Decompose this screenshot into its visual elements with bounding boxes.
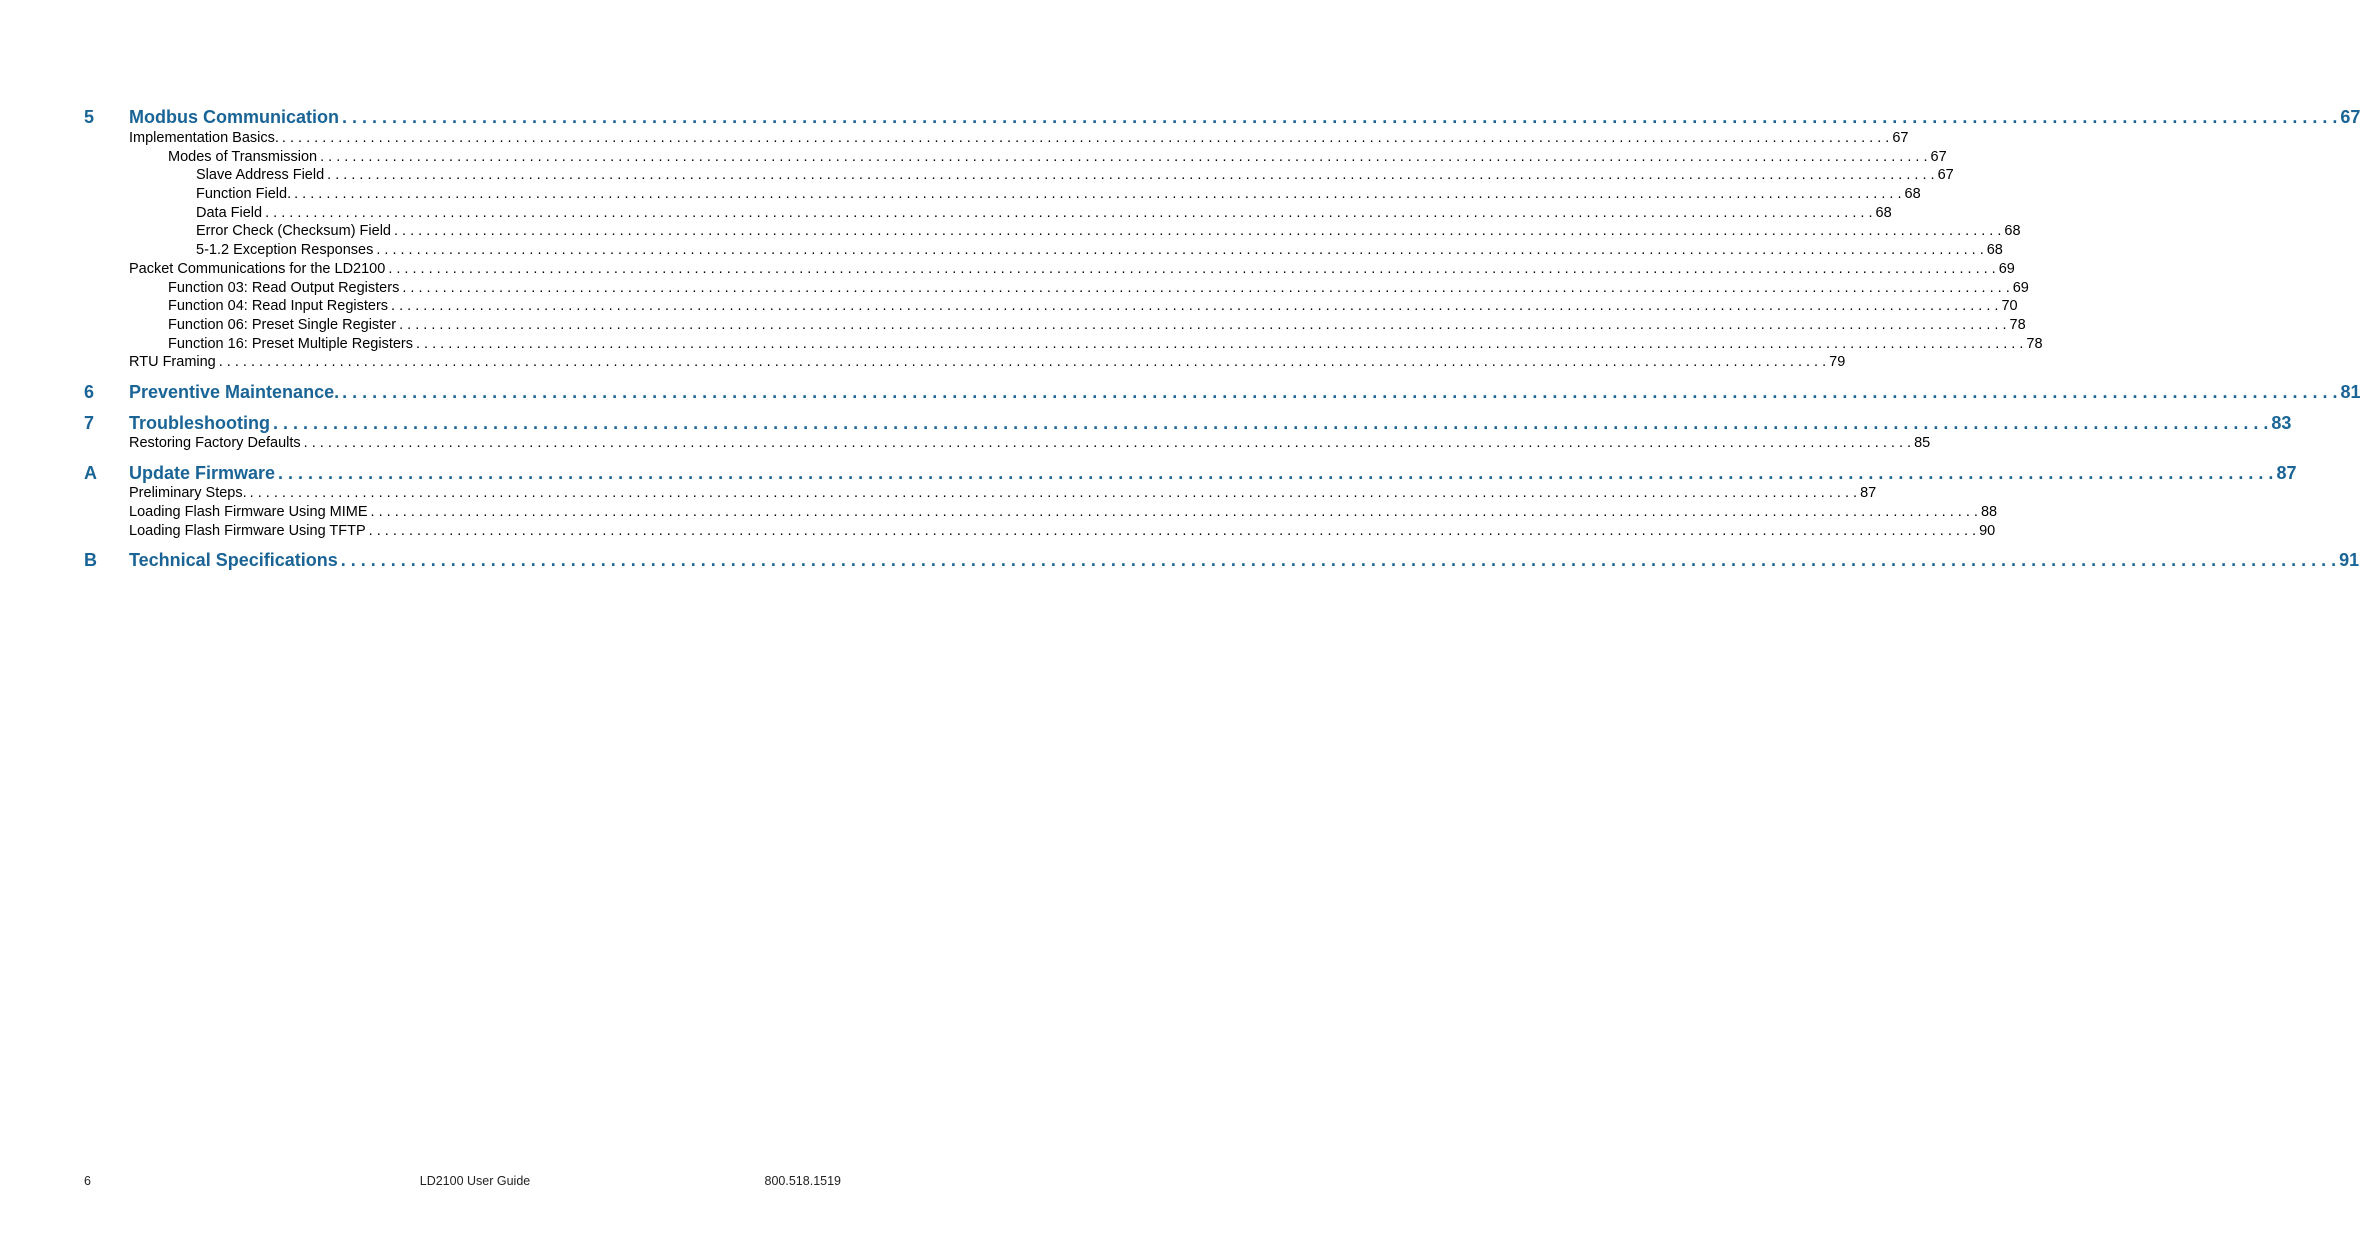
entry-title: Slave Address Field xyxy=(196,167,325,183)
chapter-page: 81 xyxy=(2340,382,2361,402)
entry-page: 67 xyxy=(1930,149,1947,165)
entry-page: 68 xyxy=(1875,205,1892,221)
dot-leader: . . . . . . . . . . . . . . . . . . . . . . . . . . . . . . . . . . . . . . . . . . . . . . . . . . . . . . . . . . . . . . . . . . . . . . . . . . . . . . . . . . . . . . . . . . . . . . . . . . . . . . . . . . . . . . . . . . . . . . . . . . . . . . . . . . . . . . . . . . . . . . . . . . . . . . . . . . . . . . . . . . . . . . . . . . . . . . . . . . . . . . . . . . . . . . . . . . . . . . . . xyxy=(376,242,1984,258)
entry-page: 90 xyxy=(1979,523,1996,539)
chapter-page: 87 xyxy=(2276,463,2297,483)
dot-leader: . . . . . . . . . . . . . . . . . . . . . . . . . . . . . . . . . . . . . . . . . . . . . . . . . . . . . . . . . . . . . . . . . . . . . . . . . . . . . . . . . . . . . . . . . . . . . . . . . . . . . . . . . . . . . . . . . . . . . . . . . . . . . . . . . . . . . . . . . . . . . . . . . . . . . . . . . . . . . . . . . . . . . . . . . . . . . . . . . . . . . . . . . . . . . . . . . . . . . . . . xyxy=(218,354,1827,370)
chapter-page: 91 xyxy=(2339,550,2360,570)
entry-page: 79 xyxy=(1829,354,1846,370)
toc-entry[interactable] xyxy=(168,298,2018,314)
dot-leader: . . . . . . . . . . . . . . . . . . . . . . . . . . . . . . . . . . . . . . . . . . . . . . . . . . . . . . . . . . . . . . . . . . . . . . . . . . . . . . . . . . . . . . . . . . . . . . . . . . . . . . . . . . . . . . . . . . . . . . . . . . . . . . . . . . . . . . . . . . . . . . . . . . . . . . . . . . . . . . . . . . . . . . . . . . . . . . . . . . . . . . . . . . . . . . . . . . . . . . . . xyxy=(399,317,2007,333)
dot-leader: . . . . . . . . . . . . . . . . . . . . . . . . . . . . . . . . . . . . . . . . . . . . . . . . . . . . . . . . . . . . . . . . . . . . . . . . . . . . . . . . . . . . . . . . . . . . . . . . . . . . . . . . . . . . . . . . . . . . . . . . . . . . . . . . . . . . . . . . . . . . . . . . . . . . . . . . . . . . . . . . . . . . . . . . . . . . . . . . . . . . . . . . . . . . . . . . . . . . . . . . xyxy=(342,382,2338,402)
entry-page: 69 xyxy=(2012,280,2029,296)
entry-title: Function 03: Read Output Registers xyxy=(168,280,400,296)
toc-entry[interactable] xyxy=(196,223,2021,239)
entry-page: 67 xyxy=(1937,167,1954,183)
entry-page: 68 xyxy=(1986,242,2003,258)
entry-title: Function 16: Preset Multiple Registers xyxy=(168,336,413,352)
chapter-title: Troubleshooting xyxy=(129,413,270,433)
entry-page: 68 xyxy=(2004,223,2021,239)
dot-leader: . . . . . . . . . . . . . . . . . . . . . . . . . . . . . . . . . . . . . . . . . . . . . . . . . . . . . . . . . . . . . . . . . . . . . . . . . . . . . . . . . . . . . . . . . . . . . . . . . . . . . . . . . . . . . . . . . . . . . . . . . . . . . . . . . . . . . . . . . . . . . . . . . . . . . . . . . . . . . . . . . . . . . . . . . . . . . . . . . . . . . . . . . . . . . . . . . . . . . . . . xyxy=(391,298,1999,314)
entry-title: Packet Communications for the LD2100 xyxy=(129,261,386,277)
entry-page: 85 xyxy=(1914,435,1931,451)
dot-leader: . . . . . . . . . . . . . . . . . . . . . . . . . . . . . . . . . . . . . . . . . . . . . . . . . . . . . . . . . . . . . . . . . . . . . . . . . . . . . . . . . . . . . . . . . . . . . . . . . . . . . . . . . . . . . . . . . . . . . . . . . . . . . . . . . . . . . . . . . . . . . . . . . . . . . . . . . . . . . . . . . . . . . . . . . . . . . . . . . . . . . . . . . . . . . . . . . . . . . . . . xyxy=(342,107,2338,127)
entry-title: Function 06: Preset Single Register xyxy=(168,317,397,333)
chapter-title: Preventive Maintenance. xyxy=(129,382,340,402)
dot-leader: . . . . . . . . . . . . . . . . . . . . . . . . . . . . . . . . . . . . . . . . . . . . . . . . . . . . . . . . . . . . . . . . . . . . . . . . . . . . . . . . . . . . . . . . . . . . . . . . . . . . . . . . . . . . . . . . . . . . . . . . . . . . . . . . . . . . . . . . . . . . . . . . . . . . . . . . . . . . . . . . . . . . . . . . . . . . . . . . . . . . . . . . . . . . . . . . . . . . . . . . xyxy=(402,280,2010,296)
chapter-number: B xyxy=(84,550,97,570)
entry-title: Loading Flash Firmware Using MIME xyxy=(129,504,368,520)
toc-chapter-technical-specifications[interactable] xyxy=(129,550,2360,571)
toc-entry[interactable] xyxy=(168,336,2043,352)
toc-entry[interactable] xyxy=(129,523,1996,539)
dot-leader: . . . . . . . . . . . . . . . . . . . . . . . . . . . . . . . . . . . . . . . . . . . . . . . . . . . . . . . . . . . . . . . . . . . . . . . . . . . . . . . . . . . . . . . . . . . . . . . . . . . . . . . . . . . . . . . . . . . . . . . . . . . . . . . . . . . . . . . . . . . . . . . . . . . . . . . . . . . . . . . . . . . . . . . . . . . . . . . . . . . . . . . . . . . . . . . . . . . . . . . . xyxy=(327,167,1935,183)
toc-entry[interactable] xyxy=(168,149,1947,165)
dot-leader: . . . . . . . . . . . . . . . . . . . . . . . . . . . . . . . . . . . . . . . . . . . . . . . . . . . . . . . . . . . . . . . . . . . . . . . . . . . . . . . . . . . . . . . . . . . . . . . . . . . . . . . . . . . . . . . . . . . . . . . . . . . . . . . . . . . . . . . . . . . . . . . . . . . . . . . . . . . . . . . . . . . . . . . . . . . . . . . . . . . . . . . . . . . . . . . . . . . . . . . . xyxy=(368,523,1977,539)
chapter-title: Technical Specifications xyxy=(129,550,338,570)
entry-title: Function 04: Read Input Registers xyxy=(168,298,389,314)
chapter-title: Update Firmware xyxy=(129,463,276,483)
entry-title: Preliminary Steps. xyxy=(129,485,247,501)
footer-phone: 800.518.1519 xyxy=(764,1174,841,1188)
entry-title: 5-1.2 Exception Responses xyxy=(196,242,374,258)
entry-page: 78 xyxy=(2026,336,2043,352)
toc-entry[interactable] xyxy=(129,504,1998,520)
dot-leader: . . . . . . . . . . . . . . . . . . . . . . . . . . . . . . . . . . . . . . . . . . . . . . . . . . . . . . . . . . . . . . . . . . . . . . . . . . . . . . . . . . . . . . . . . . . . . . . . . . . . . . . . . . . . . . . . . . . . . . . . . . . . . . . . . . . . . . . . . . . . . . . . . . . . . . . . . . . . . . . . . . . . . . . . . . . . . . . . . . . . . . . . . . . . . . . . . . . . . . . . xyxy=(340,550,2337,570)
dot-leader: . . . . . . . . . . . . . . . . . . . . . . . . . . . . . . . . . . . . . . . . . . . . . . . . . . . . . . . . . . . . . . . . . . . . . . . . . . . . . . . . . . . . . . . . . . . . . . . . . . . . . . . . . . . . . . . . . . . . . . . . . . . . . . . . . . . . . . . . . . . . . . . . . . . . . . . . . . . . . . . . . . . . . . . . . . . . . . . . . . . . . . . . . . . . . . . . . . . . . . . . xyxy=(294,186,1902,202)
chapter-number: A xyxy=(84,463,97,483)
dot-leader: . . . . . . . . . . . . . . . . . . . . . . . . . . . . . . . . . . . . . . . . . . . . . . . . . . . . . . . . . . . . . . . . . . . . . . . . . . . . . . . . . . . . . . . . . . . . . . . . . . . . . . . . . . . . . . . . . . . . . . . . . . . . . . . . . . . . . . . . . . . . . . . . . . . . . . . . . . . . . . . . . . . . . . . . . . . . . . . . . . . . . . . . . . . . . . . . . . . . . . . . xyxy=(281,130,1890,146)
toc-entry[interactable] xyxy=(196,186,1921,202)
entry-title: Implementation Basics. xyxy=(129,130,279,146)
toc-chapter-update-firmware[interactable] xyxy=(129,463,2297,484)
entry-title: Function Field. xyxy=(196,186,292,202)
entry-title: Data Field xyxy=(196,205,263,221)
dot-leader: . . . . . . . . . . . . . . . . . . . . . . . . . . . . . . . . . . . . . . . . . . . . . . . . . . . . . . . . . . . . . . . . . . . . . . . . . . . . . . . . . . . . . . . . . . . . . . . . . . . . . . . . . . . . . . . . . . . . . . . . . . . . . . . . . . . . . . . . . . . . . . . . . . . . . . . . . . . . . . . . . . . . . . . . . . . . . . . . . . . . . . . . . . . . . . . . . . . . . . . . xyxy=(416,336,2024,352)
entry-title: Error Check (Checksum) Field xyxy=(196,223,391,239)
dot-leader: . . . . . . . . . . . . . . . . . . . . . . . . . . . . . . . . . . . . . . . . . . . . . . . . . . . . . . . . . . . . . . . . . . . . . . . . . . . . . . . . . . . . . . . . . . . . . . . . . . . . . . . . . . . . . . . . . . . . . . . . . . . . . . . . . . . . . . . . . . . . . . . . . . . . . . . . . . . . . . . . . . . . . . . . . . . . . . . . . . . . . . . . . . . . . . . . . . . . . . . . xyxy=(388,261,1996,277)
toc-entry[interactable] xyxy=(129,261,2015,277)
entry-page: 67 xyxy=(1892,130,1909,146)
toc-entry[interactable] xyxy=(168,280,2029,296)
toc-chapter-troubleshooting[interactable] xyxy=(129,413,2292,434)
chapter-number: 6 xyxy=(84,382,95,402)
toc-entry[interactable] xyxy=(196,167,1954,183)
chapter-page: 67 xyxy=(2340,107,2361,127)
toc-entry[interactable] xyxy=(168,317,2026,333)
dot-leader: . . . . . . . . . . . . . . . . . . . . . . . . . . . . . . . . . . . . . . . . . . . . . . . . . . . . . . . . . . . . . . . . . . . . . . . . . . . . . . . . . . . . . . . . . . . . . . . . . . . . . . . . . . . . . . . . . . . . . . . . . . . . . . . . . . . . . . . . . . . . . . . . . . . . . . . . . . . . . . . . . . . . . . . . . . . . . . . . . . . . . . . . . . . . . . . . . . . . . . . . xyxy=(278,463,2274,483)
entry-title: Restoring Factory Defaults xyxy=(129,435,301,451)
dot-leader: . . . . . . . . . . . . . . . . . . . . . . . . . . . . . . . . . . . . . . . . . . . . . . . . . . . . . . . . . . . . . . . . . . . . . . . . . . . . . . . . . . . . . . . . . . . . . . . . . . . . . . . . . . . . . . . . . . . . . . . . . . . . . . . . . . . . . . . . . . . . . . . . . . . . . . . . . . . . . . . . . . . . . . . . . . . . . . . . . . . . . . . . . . . . . . . . . . . . . . . . xyxy=(273,413,2269,433)
dot-leader: . . . . . . . . . . . . . . . . . . . . . . . . . . . . . . . . . . . . . . . . . . . . . . . . . . . . . . . . . . . . . . . . . . . . . . . . . . . . . . . . . . . . . . . . . . . . . . . . . . . . . . . . . . . . . . . . . . . . . . . . . . . . . . . . . . . . . . . . . . . . . . . . . . . . . . . . . . . . . . . . . . . . . . . . . . . . . . . . . . . . . . . . . . . . . . . . . . . . . . . . xyxy=(370,504,1978,520)
toc-entry[interactable] xyxy=(196,205,1892,221)
entry-title: Loading Flash Firmware Using TFTP xyxy=(129,523,366,539)
dot-leader: . . . . . . . . . . . . . . . . . . . . . . . . . . . . . . . . . . . . . . . . . . . . . . . . . . . . . . . . . . . . . . . . . . . . . . . . . . . . . . . . . . . . . . . . . . . . . . . . . . . . . . . . . . . . . . . . . . . . . . . . . . . . . . . . . . . . . . . . . . . . . . . . . . . . . . . . . . . . . . . . . . . . . . . . . . . . . . . . . . . . . . . . . . . . . . . . . . . . . . . . xyxy=(303,435,1912,451)
entry-page: 69 xyxy=(1998,261,2015,277)
entry-title: Modes of Transmission xyxy=(168,149,318,165)
footer-page-number: 6 xyxy=(84,1174,91,1188)
chapter-page: 83 xyxy=(2271,413,2292,433)
chapter-title: Modbus Communication xyxy=(129,107,339,127)
toc-entry[interactable] xyxy=(196,242,2003,258)
toc-chapter-preventive-maintenance[interactable] xyxy=(129,382,2361,403)
chapter-number: 7 xyxy=(84,413,95,433)
chapter-number: 5 xyxy=(84,107,95,127)
entry-title: RTU Framing xyxy=(129,354,216,370)
dot-leader: . . . . . . . . . . . . . . . . . . . . . . . . . . . . . . . . . . . . . . . . . . . . . . . . . . . . . . . . . . . . . . . . . . . . . . . . . . . . . . . . . . . . . . . . . . . . . . . . . . . . . . . . . . . . . . . . . . . . . . . . . . . . . . . . . . . . . . . . . . . . . . . . . . . . . . . . . . . . . . . . . . . . . . . . . . . . . . . . . . . . . . . . . . . . . . . . . . . . . . . . xyxy=(320,149,1928,165)
entry-page: 88 xyxy=(1980,504,1998,520)
dot-leader: . . . . . . . . . . . . . . . . . . . . . . . . . . . . . . . . . . . . . . . . . . . . . . . . . . . . . . . . . . . . . . . . . . . . . . . . . . . . . . . . . . . . . . . . . . . . . . . . . . . . . . . . . . . . . . . . . . . . . . . . . . . . . . . . . . . . . . . . . . . . . . . . . . . . . . . . . . . . . . . . . . . . . . . . . . . . . . . . . . . . . . . . . . . . . . . . . . . . . . . . xyxy=(394,223,2002,239)
toc-entry[interactable] xyxy=(129,354,1846,370)
toc-entry[interactable] xyxy=(129,485,1877,501)
toc-chapter-modbus-communication[interactable] xyxy=(129,107,2361,128)
toc-entry[interactable] xyxy=(129,130,1909,146)
footer-document-title: LD2100 User Guide xyxy=(419,1174,531,1188)
entry-page: 78 xyxy=(2009,317,2026,333)
entry-page: 68 xyxy=(1904,186,1921,202)
dot-leader: . . . . . . . . . . . . . . . . . . . . . . . . . . . . . . . . . . . . . . . . . . . . . . . . . . . . . . . . . . . . . . . . . . . . . . . . . . . . . . . . . . . . . . . . . . . . . . . . . . . . . . . . . . . . . . . . . . . . . . . . . . . . . . . . . . . . . . . . . . . . . . . . . . . . . . . . . . . . . . . . . . . . . . . . . . . . . . . . . . . . . . . . . . . . . . . . . . . . . . . . xyxy=(265,205,1873,221)
entry-page: 70 xyxy=(2001,298,2018,314)
toc-entry[interactable] xyxy=(129,435,1931,451)
entry-page: 87 xyxy=(1860,485,1877,501)
dot-leader: . . . . . . . . . . . . . . . . . . . . . . . . . . . . . . . . . . . . . . . . . . . . . . . . . . . . . . . . . . . . . . . . . . . . . . . . . . . . . . . . . . . . . . . . . . . . . . . . . . . . . . . . . . . . . . . . . . . . . . . . . . . . . . . . . . . . . . . . . . . . . . . . . . . . . . . . . . . . . . . . . . . . . . . . . . . . . . . . . . . . . . . . . . . . . . . . . . . . . . . . xyxy=(249,485,1858,501)
